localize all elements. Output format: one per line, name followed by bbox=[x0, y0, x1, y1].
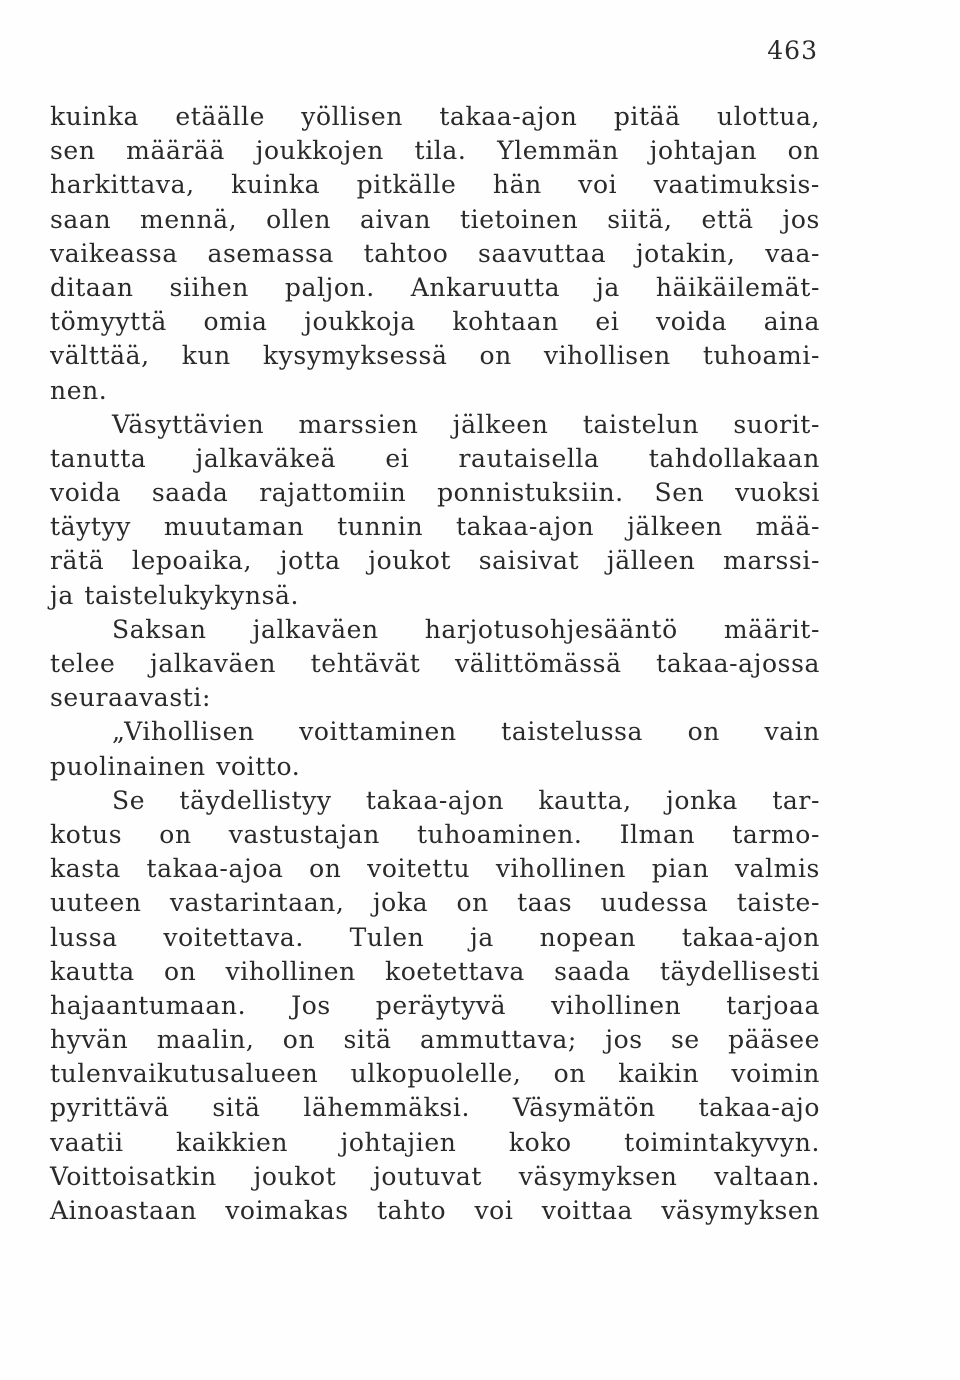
body-text bbox=[50, 100, 820, 1228]
text-line: telee jalkaväen tehtävät välittömässä takaa-ajossa bbox=[50, 649, 820, 678]
text-line: Saksan jalkaväen harjotusohjesääntö määrit- bbox=[112, 614, 820, 644]
text-line: vaikeassa asemassa tahtoo saavuttaa jotakin, vaa- bbox=[50, 238, 820, 268]
text-line: nen. bbox=[50, 375, 108, 405]
text-line: voida saada rajattomiin ponnistuksiin. Sen vuoksi bbox=[50, 478, 820, 508]
text-line: seuraavasti: bbox=[50, 683, 212, 713]
text-line: kautta on vihollinen koetettava saada täydellisesti bbox=[50, 956, 820, 986]
page-number: 463 bbox=[767, 36, 818, 65]
text-line: kasta takaa-ajoa on voitettu vihollinen pian valmis bbox=[50, 854, 820, 884]
text-line: lussa voitettava. Tulen ja nopean takaa-ajon bbox=[50, 922, 820, 952]
text-line: rätä lepoaika, jotta joukot saisivat jälleen marssi- bbox=[50, 546, 820, 576]
text-line: puolinainen voitto. bbox=[50, 751, 301, 781]
text-line: sen määrää joukkojen tila. Ylemmän johtajan on bbox=[50, 136, 820, 166]
text-line: täytyy muutaman tunnin takaa-ajon jälkeen mää- bbox=[50, 512, 820, 542]
text-line: tanutta jalkaväkeä ei rautaisella tahdollakaan bbox=[50, 443, 820, 473]
text-line: Voittoisatkin joukot joutuvat väsymyksen valtaan. bbox=[50, 1161, 820, 1191]
text-line: Se täydellistyy takaa-ajon kautta, jonka tar- bbox=[112, 785, 820, 815]
text-line: uuteen vastarintaan, joka on taas uudessa taiste- bbox=[50, 888, 820, 918]
text-line: „Vihollisen voittaminen taistelussa on vain bbox=[112, 717, 820, 747]
text-line: Väsyttävien marssien jälkeen taistelun suorit- bbox=[112, 409, 820, 439]
text-line: kuinka etäälle yöllisen takaa-ajon pitää ulottua, bbox=[50, 102, 820, 131]
text-line: hyvän maalin, on sitä ammuttava; jos se pääsee bbox=[50, 1025, 820, 1055]
text-line: ditaan siihen paljon. Ankaruutta ja häikäilemät- bbox=[50, 272, 820, 302]
text-line: saan mennä, ollen aivan tietoinen siitä, että jos bbox=[50, 204, 820, 234]
text-line: hajaantumaan. Jos peräytyvä vihollinen tarjoaa bbox=[50, 990, 820, 1020]
text-line: pyrittävä sitä lähemmäksi. Väsymätön takaa-ajo bbox=[50, 1093, 820, 1123]
text-line: ja taistelukykynsä. bbox=[50, 580, 300, 610]
text-line: kotus on vastustajan tuhoaminen. Ilman tarmo- bbox=[50, 819, 820, 849]
text-line: harkittava, kuinka pitkälle hän voi vaatimuksis- bbox=[50, 170, 820, 200]
text-line: Ainoastaan voimakas tahto voi voittaa väsymyksen bbox=[50, 1196, 820, 1225]
text-line: tulenvaikutusalueen ulkopuolelle, on kaikin voimin bbox=[50, 1059, 820, 1089]
text-line: vaatii kaikkien johtajien koko toimintakyvyn. bbox=[50, 1127, 820, 1157]
text-line: välttää, kun kysymyksessä on vihollisen tuhoami- bbox=[50, 341, 820, 371]
text-line: tömyyttä omia joukkoja kohtaan ei voida aina bbox=[50, 307, 820, 337]
